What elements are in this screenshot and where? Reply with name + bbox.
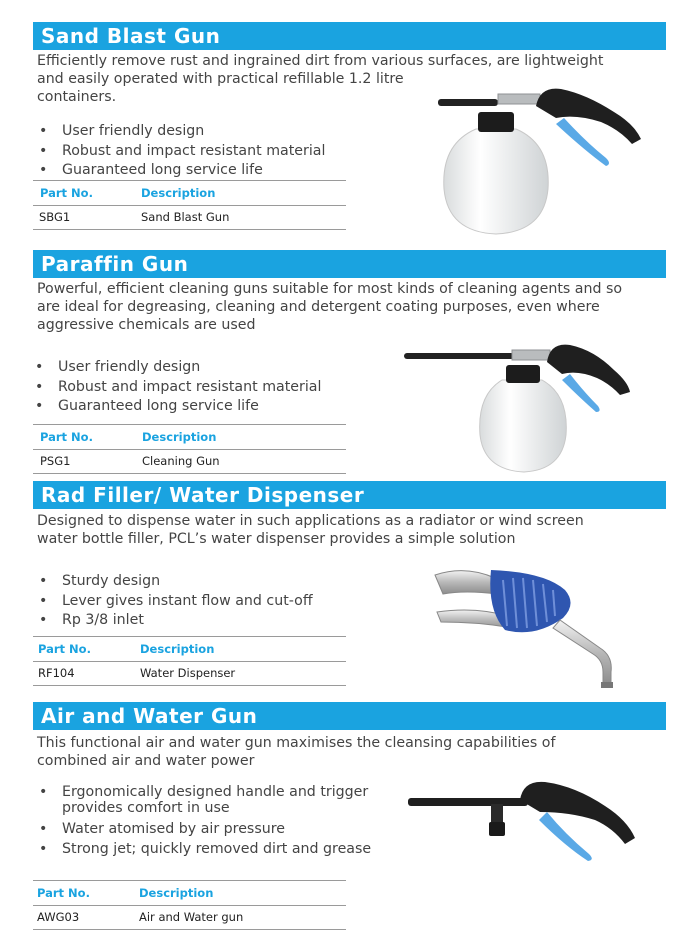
- table-rule: [33, 685, 346, 686]
- header-part-no: Part No.: [40, 186, 93, 200]
- table-rule: [33, 880, 346, 881]
- air-water-gun-image: [405, 776, 640, 876]
- header-description: Description: [141, 186, 216, 200]
- section-title: Paraffin Gun: [41, 252, 189, 276]
- header-part-no: Part No.: [38, 642, 91, 656]
- cell-part-no: SBG1: [39, 210, 71, 224]
- cell-part-no: PSG1: [40, 454, 71, 468]
- list-item: • Water atomised by air pressure: [37, 820, 397, 840]
- table-rule: [33, 929, 346, 930]
- list-item: • User friendly design: [37, 122, 325, 142]
- section-banner: [33, 250, 666, 278]
- cell-part-no: RF104: [38, 666, 75, 680]
- section-title: Sand Blast Gun: [41, 24, 221, 48]
- section-banner: [33, 702, 666, 730]
- list-item: • Robust and impact resistant material: [33, 378, 321, 398]
- list-item: • Guaranteed long service life: [37, 161, 325, 181]
- cell-description: Water Dispenser: [140, 666, 236, 680]
- list-item: • Strong jet; quickly removed dirt and grease: [37, 840, 397, 860]
- section-description: Powerful, efficient cleaning guns suitable for most kinds of cleaning agents and so are ideal for degreasing, cleaning and detergent coating purposes, even where aggressive chemicals are used: [37, 281, 623, 333]
- header-description: Description: [140, 642, 215, 656]
- section-description: Efficiently remove rust and ingrained dirt from various surfaces, are lightweight and easily operated with practical refillable 1.2 litre containers.: [37, 53, 604, 105]
- feature-list: [37, 785, 397, 859]
- header-description: Description: [139, 886, 214, 900]
- paraffin-gun-image: [402, 340, 632, 475]
- section-title: Air and Water Gun: [41, 704, 258, 728]
- section-banner: [33, 481, 666, 509]
- cell-description: Sand Blast Gun: [141, 210, 230, 224]
- water-dispenser-image: [425, 560, 655, 695]
- list-item: • Robust and impact resistant material: [37, 142, 325, 162]
- table-rule: [33, 424, 346, 425]
- table-rule: [33, 180, 346, 181]
- table-rule: [33, 473, 346, 474]
- table-rule: [33, 636, 346, 637]
- cell-description: Air and Water gun: [139, 910, 244, 924]
- feature-list: [37, 122, 325, 181]
- cell-description: Cleaning Gun: [142, 454, 220, 468]
- table-rule: [33, 449, 346, 450]
- table-rule: [33, 205, 346, 206]
- sand-blast-gun-image: [436, 84, 656, 244]
- list-item: • Sturdy design: [37, 572, 313, 592]
- cell-part-no: AWG03: [37, 910, 80, 924]
- list-item: • User friendly design: [33, 358, 321, 378]
- list-item: • Ergonomically designed handle and trigger provides comfort in use: [37, 785, 382, 820]
- feature-list: [37, 572, 313, 631]
- section-title: Rad Filler/ Water Dispenser: [41, 483, 365, 507]
- list-item: • Lever gives instant flow and cut-off: [37, 592, 313, 612]
- header-part-no: Part No.: [37, 886, 90, 900]
- feature-list: [33, 358, 321, 417]
- list-item: • Guaranteed long service life: [33, 397, 321, 417]
- section-description: This functional air and water gun maximises the cleansing capabilities of combined air and water power: [37, 735, 556, 769]
- table-rule: [33, 661, 346, 662]
- table-rule: [33, 905, 346, 906]
- table-rule: [33, 229, 346, 230]
- header-description: Description: [142, 430, 217, 444]
- section-banner: [33, 22, 666, 50]
- list-item: • Rp 3/8 inlet: [37, 611, 313, 631]
- section-description: Designed to dispense water in such applications as a radiator or wind screen water bottle filler, PCL’s water dispenser provides a simple solution: [37, 513, 584, 547]
- header-part-no: Part No.: [40, 430, 93, 444]
